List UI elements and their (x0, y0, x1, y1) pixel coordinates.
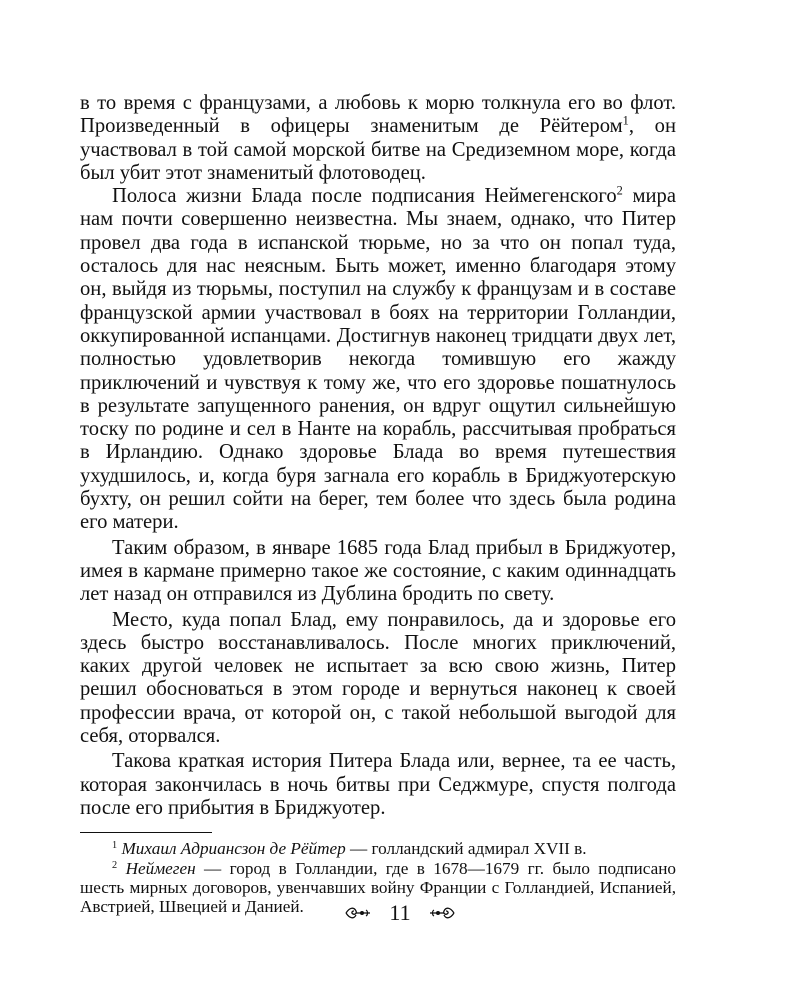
page-footer (0, 898, 800, 926)
footnote-text-2: — город в Голландии, где в 1678—1679 гг. было подписано шесть мирных договоров, увенчавших войну Франции с Голландией, Испанией, Австрией, Швецией и Данией. (80, 858, 677, 917)
right-ornament-icon (428, 906, 456, 920)
book-page (80, 92, 676, 917)
footnote-term-2: Неймеген (125, 858, 196, 878)
paragraph-5: Такова краткая история Питера Блада или, вернее, та ее часть, которая закончилась в ночь битвы при Седжмуре, спустя полгода после его прибытия в Бриджуотер. (80, 750, 676, 819)
footnote-text-1: — голландский адмирал XVII в. (345, 839, 587, 859)
footnote-mark-1: 1 (112, 840, 118, 852)
page-number: 11 (389, 899, 411, 925)
footnote-ref-2: 2 (616, 183, 623, 198)
footnote-1 (80, 839, 676, 858)
paragraph-4: Место, куда попал Блад, ему понравилось, да и здоровье его здесь быстро восстанавливалось. После многих приключений, каких другой человек не испытает за всю свою жизнь, Питер решил обосноваться в этом городе и вернуться наконец к своей профессии врача, от которой он, с такой небольшой выгодой для себя, оторвался. (80, 608, 676, 748)
main-text (80, 92, 676, 820)
footnote-divider (80, 832, 212, 833)
footnote-term-1: Михаил Адриансзон де Рёйтер (121, 839, 346, 859)
footnote-mark-2: 2 (112, 859, 118, 871)
paragraph-2: Полоса жизни Блада после подписания Неймегенского$^2$ мира нам почти совершенно неизвестна. Мы знаем, однако, что Питер провел два года в испанской тюрьме, но за что он попал туда, осталось для нас неясным. Быть может, именно благодаря этому он, выйдя из тюрьмы, поступил на службу к французам и в составе французской армии участвовал в боях на территории Голландии, оккупированной испанцами. Достигнув наконец тридцати двух лет, полностью удовлетворив некогда томившую его жажду приключений и чувствуя к тому же, что его здоровье пошатнулось в результате запущенного ранения, он вдруг ощутил сильнейшую тоску по родине и сел в Нанте на корабль, рассчитывая пробраться в Ирландию. Однако здоровье Блада во время путешествия ухудшилось, и, когда буря загнала его корабль в Бриджуотерскую бухту, он решил сойти на берег, тем более что здесь была родина его матери. (80, 183, 676, 534)
footnote-ref-1: 1 (622, 113, 629, 128)
paragraph-1: в то время с французами, а любовь к морю толкнула его во флот. Произведенный в офицеры знаменитым де Рёйтером$^1$, он участвовал в той самой морской битве на Средиземном море, когда был убит этот знаменитый флотоводец. (80, 92, 676, 184)
left-ornament-icon (344, 906, 372, 920)
paragraph-3: Таким образом, в январе 1685 года Блад прибыл в Бриджуотер, имея в кармане примерно такое же состояние, с каким одиннадцать лет назад он отправился из Дублина бродить по свету. (80, 536, 676, 606)
